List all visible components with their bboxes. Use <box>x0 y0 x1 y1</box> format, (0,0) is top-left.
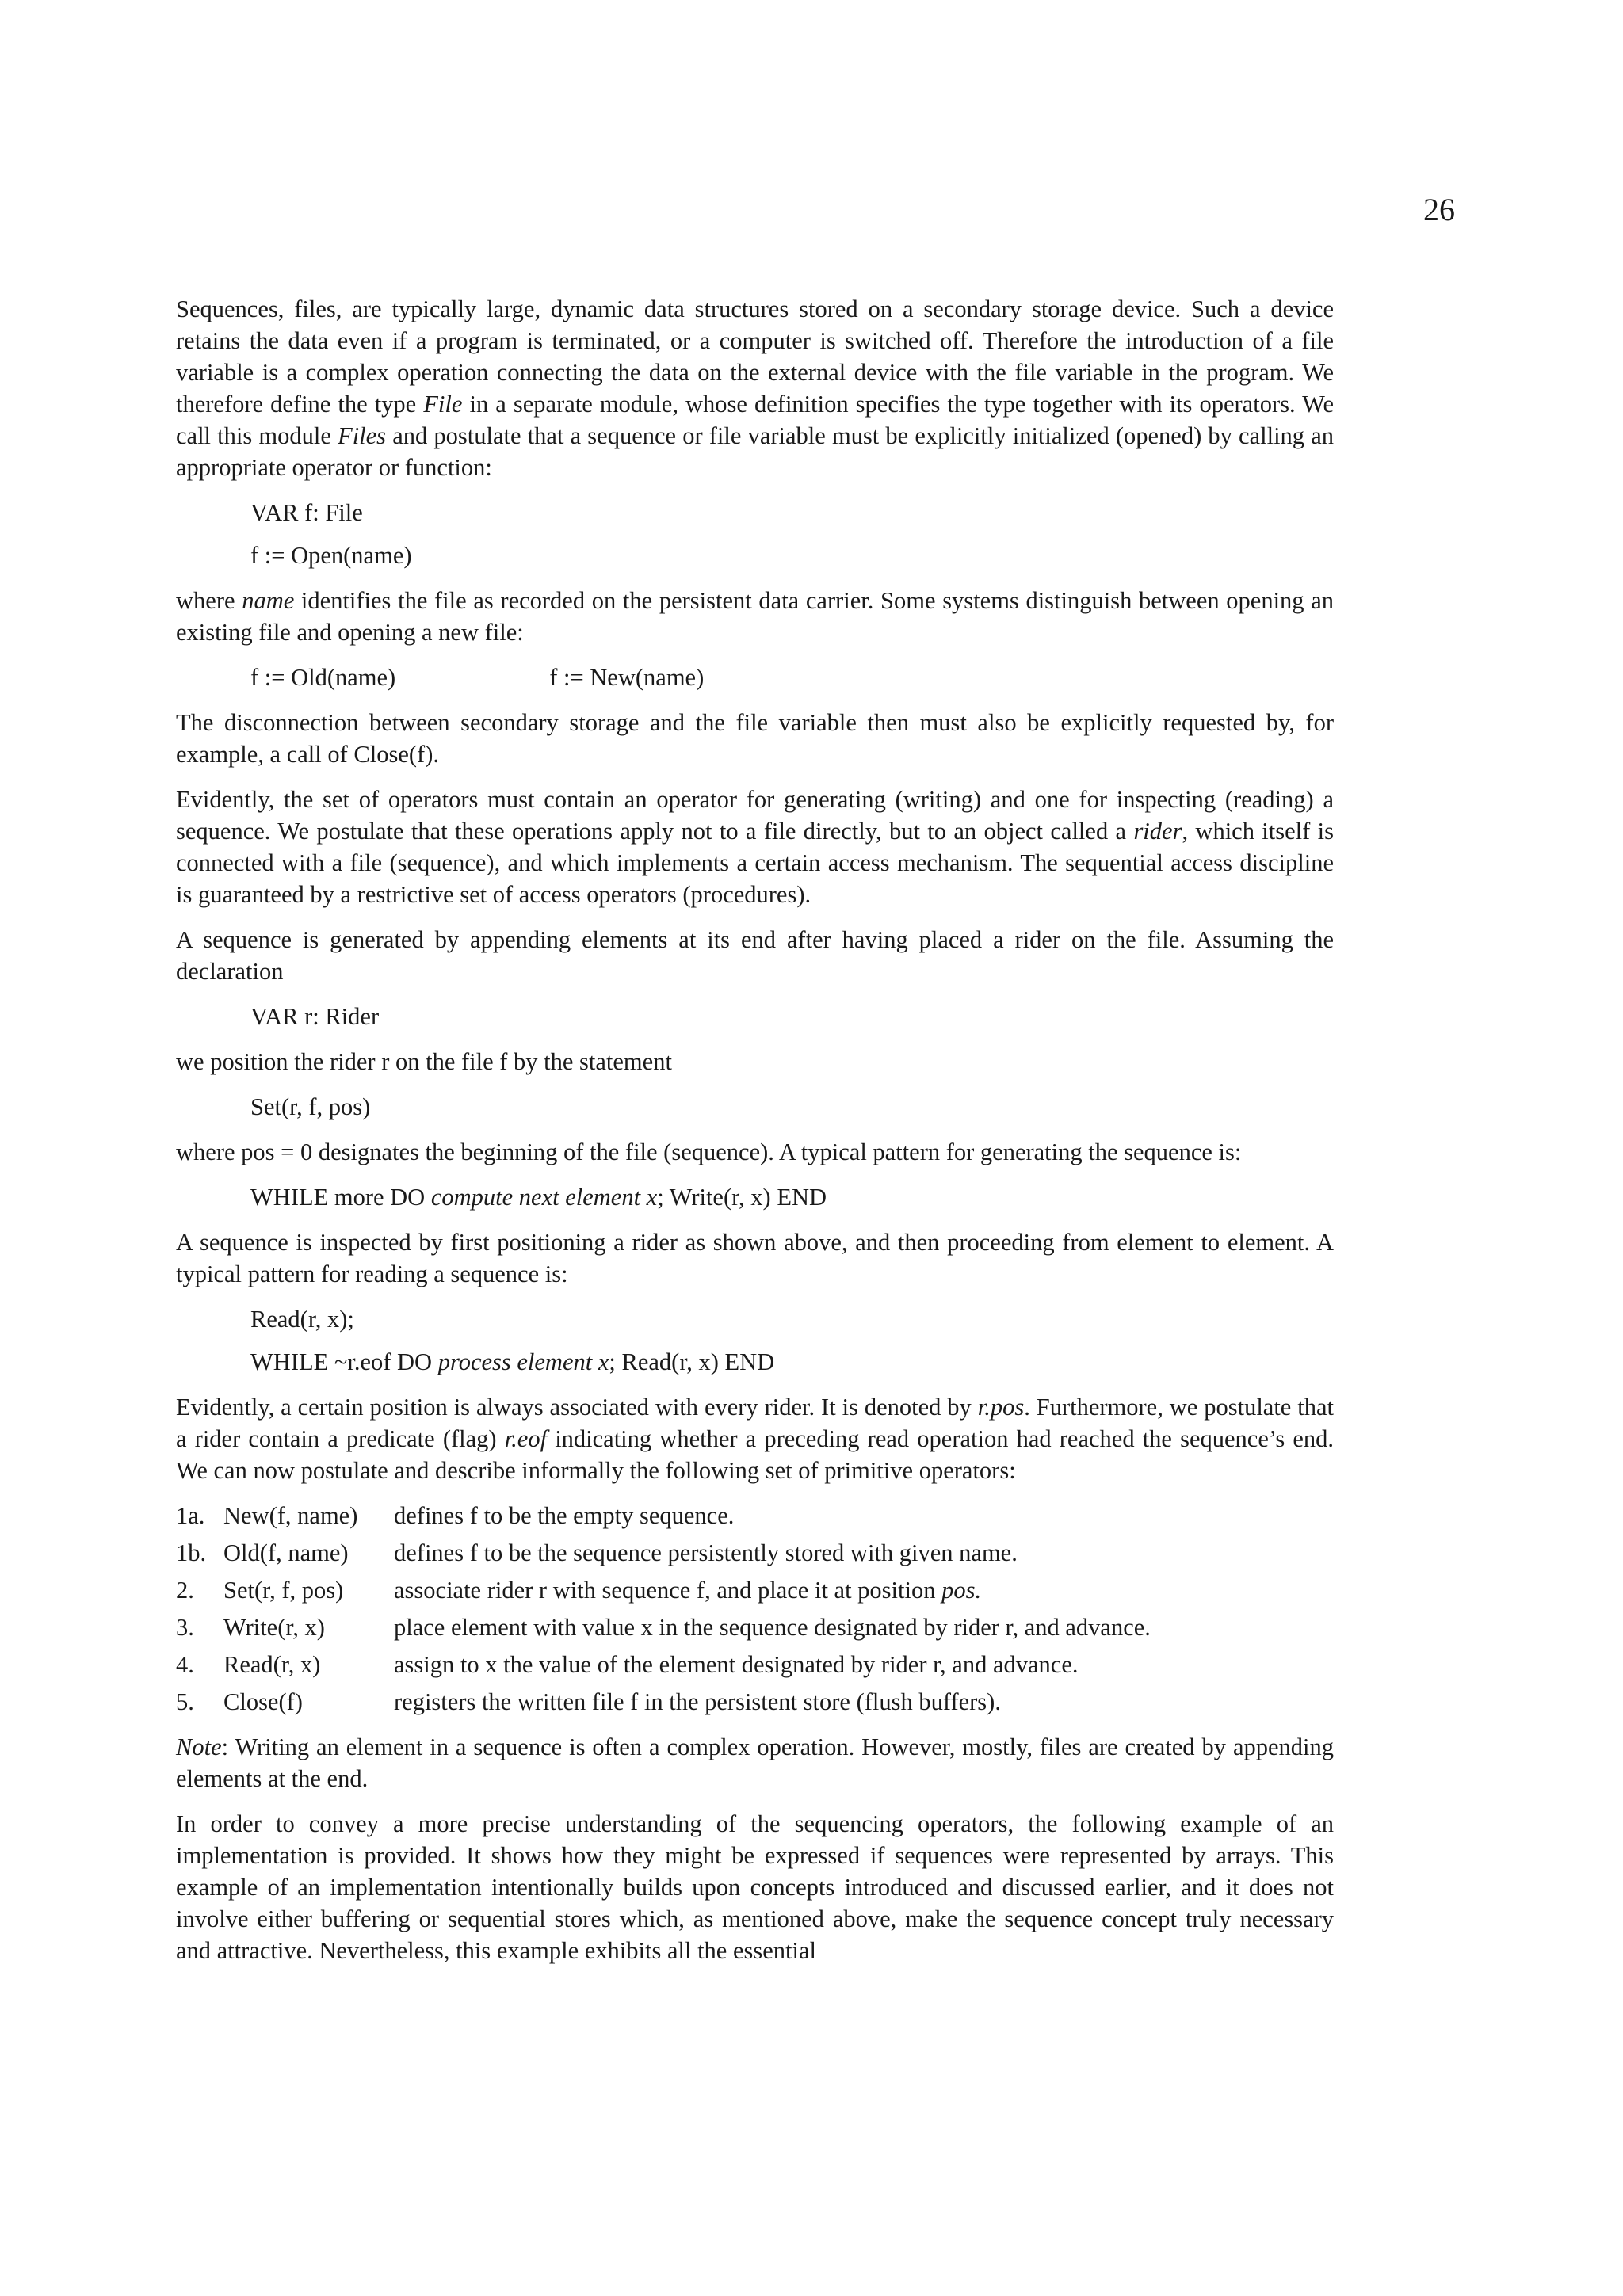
text-span: registers the written file f in the persistent store (flush buffers). <box>394 1688 1001 1715</box>
code-block-write-loop <box>250 1181 1334 1213</box>
code-block-open <box>250 497 1334 571</box>
operator-number: 3. <box>176 1614 194 1641</box>
text-span: defines f to be the sequence persistently stored with given name. <box>394 1539 1018 1566</box>
text-span: in a separate module, whose definition specifies the type together with its operators. We call this module <box>176 391 1334 449</box>
text-span: assign to x the value of the element designated by rider r, and advance. <box>394 1651 1079 1678</box>
code-line: Set(r, f, pos) <box>250 1093 371 1120</box>
text-span: ; Write(r, x) END <box>657 1184 827 1211</box>
text-span: Sequences, files, are typically large, dynamic data structures stored on a secondary storage device. Such a device retains the data even if a program is terminated, or a computer is switched off. Therefore the introduction of a file variable is a complex operation connecting the data on the external device with the file variable in the program. We therefore define the type <box>176 296 1334 418</box>
text-span: defines f to be the empty sequence. <box>394 1502 735 1529</box>
text-span: , which itself is connected with a file (sequence), and which implements a certain access mechanism. The sequential access discipline is guaranteed by a restrictive set of access operators (procedures). <box>176 818 1334 908</box>
operator-item <box>176 1686 1334 1718</box>
operator-item <box>176 1537 1334 1569</box>
italic-term: File <box>423 391 463 418</box>
operator-number: 1a. <box>176 1502 205 1529</box>
code-new: f := New(name) <box>549 664 705 691</box>
text-span: WHILE ~r.eof DO <box>250 1348 438 1375</box>
operator-signature: New(f, name) <box>223 1502 358 1529</box>
code-line: Read(r, x); <box>250 1306 354 1333</box>
code-block-read-loop <box>250 1303 1334 1378</box>
operator-number: 2. <box>176 1577 194 1604</box>
operator-list <box>176 1500 1334 1718</box>
page-number: 26 <box>1423 192 1455 227</box>
italic-term: rider <box>1133 818 1182 845</box>
paragraph-rider <box>176 784 1334 910</box>
operator-number: 1b. <box>176 1539 207 1566</box>
operator-description <box>394 1500 1334 1531</box>
operator-item <box>176 1500 1334 1531</box>
operator-item <box>176 1574 1334 1606</box>
code-line <box>250 662 1334 693</box>
code-line: f := Open(name) <box>250 542 412 569</box>
operator-number: 5. <box>176 1688 194 1715</box>
operator-description <box>394 1649 1334 1680</box>
italic-term: r.eof <box>504 1425 548 1452</box>
italic-term: Files <box>338 422 387 449</box>
operator-signature: Close(f) <box>223 1688 303 1715</box>
operator-description <box>394 1574 1334 1606</box>
operator-description <box>394 1537 1334 1569</box>
paragraph-inspect: A sequence is inspected by first positioning a rider as shown above, and then proceeding from element to element. A typical pattern for reading a sequence is: <box>176 1229 1334 1287</box>
code-block-set <box>250 1091 1334 1123</box>
text-span: identifies the file as recorded on the persistent data carrier. Some systems distinguish between opening an existing file and opening a new file: <box>176 587 1335 646</box>
paragraph-note <box>176 1731 1334 1794</box>
operator-signature: Old(f, name) <box>223 1539 349 1566</box>
operator-description <box>394 1611 1334 1643</box>
code-block-old-new <box>250 662 1334 693</box>
paragraph-generate: A sequence is generated by appending elements at its end after having placed a rider on the file. Assuming the declaration <box>176 926 1334 985</box>
operator-description <box>394 1686 1334 1718</box>
code-block-rider-decl <box>250 1001 1334 1032</box>
operator-signature: Read(r, x) <box>223 1651 321 1678</box>
paragraph-pattern-generate: where pos = 0 designates the beginning of the file (sequence). A typical pattern for generating the sequence is: <box>176 1138 1242 1165</box>
text-span: Evidently, the set of operators must contain an operator for generating (writing) and one for inspecting (reading) a sequence. We postulate that these operations apply not to a file directly, but to an object called a <box>176 786 1334 845</box>
italic-term: compute next element x <box>430 1184 658 1211</box>
paragraph-close: The disconnection between secondary storage and the file variable then must also be explicitly requested by, for example, a call of Close(f). <box>176 709 1334 768</box>
paragraph-name <box>176 585 1334 648</box>
code-line <box>250 1346 1334 1378</box>
code-line: VAR f: File <box>250 499 363 526</box>
italic-term: process element x <box>437 1348 609 1375</box>
text-span: associate rider r with sequence f, and place it at position <box>394 1577 942 1604</box>
text-span: place element with value x in the sequence designated by rider r, and advance. <box>394 1614 1151 1641</box>
text-span: ; Read(r, x) END <box>609 1348 775 1375</box>
code-line: VAR r: Rider <box>250 1003 380 1030</box>
paragraph-position: we position the rider r on the file f by the statement <box>176 1048 672 1075</box>
text-span: : Writing an element in a sequence is often a complex operation. However, mostly, files are created by appending elements at the end. <box>176 1733 1334 1792</box>
code-line <box>250 1181 1334 1213</box>
code-old: f := Old(name) <box>250 664 396 691</box>
text-span: indicating whether a preceding read operation had reached the sequence’s end. We can now postulate and describe informally the following set of primitive operators: <box>176 1425 1334 1484</box>
text-span: Evidently, a certain position is always associated with every rider. It is denoted by <box>176 1394 978 1421</box>
text-span: . Furthermore, we postulate that a rider contain a predicate (flag) <box>176 1394 1334 1452</box>
operator-number: 4. <box>176 1651 194 1678</box>
text-span: WHILE more DO <box>250 1184 431 1211</box>
paragraph-implementation: In order to convey a more precise understanding of the sequencing operators, the following example of an implementation is provided. It shows how they might be expressed if sequences were represented by arrays. This example of an implementation intentionally builds upon concepts introduced and discussed earlier, and it does not involve either buffering or sequential stores which, as mentioned above, make the sequence concept truly necessary and attractive. Nevertheless, this example exhibits all the essential <box>176 1810 1334 1964</box>
operator-item <box>176 1649 1334 1680</box>
text-span: where <box>176 587 242 614</box>
paragraph-intro <box>176 293 1334 483</box>
italic-term: pos. <box>941 1577 982 1604</box>
note-label: Note <box>176 1733 222 1760</box>
operator-signature: Set(r, f, pos) <box>223 1577 344 1604</box>
italic-term: r.pos <box>977 1394 1025 1421</box>
italic-term: name <box>242 587 295 614</box>
document-body <box>176 293 1334 1966</box>
paragraph-position-eof <box>176 1391 1334 1486</box>
operator-item <box>176 1611 1334 1643</box>
operator-signature: Write(r, x) <box>223 1614 325 1641</box>
text-span: and postulate that a sequence or file variable must be explicitly initialized (opened) by calling an appropriate operator or function: <box>176 422 1335 481</box>
